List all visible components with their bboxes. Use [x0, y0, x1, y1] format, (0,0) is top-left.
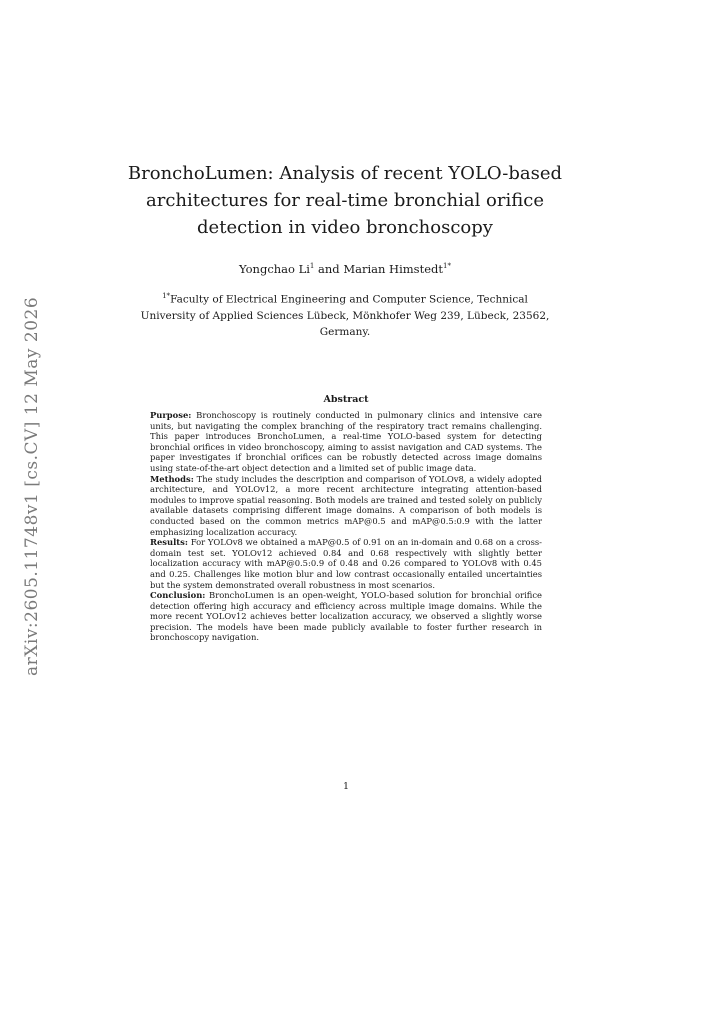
abstract-methods: [150, 474, 542, 538]
abstract-conclusion: [150, 590, 542, 643]
affiliation-text: Faculty of Electrical Engineering and Computer Science, Technical University of Applied Sciences Lübeck, Mönkhofer Weg 239, Lübeck, 23562, Germany.: [140, 293, 550, 338]
section-text: Bronchoscopy is routinely conducted in pulmonary clinics and intensive care units, but navigating the complex branching of the respiratory tract remains challenging. This paper introduces BronchoLumen, a real-time YOLO-based system for detecting bronchial orifices in video bronchoscopy, aiming to assist navigation and CAD systems. The paper investigates if bronchial orifices can be robustly detected across image domains using state-of-the-art object detection and a limited set of public image data.: [150, 410, 542, 473]
author-2: Marian Himstedt: [343, 262, 443, 276]
section-label: Results:: [150, 537, 188, 548]
abstract-results: [150, 537, 542, 590]
section-text: BronchoLumen is an open-weight, YOLO-based solution for bronchial orifice detection offering high accuracy and efficiency across multiple image domains. While the more recent YOLOv12 achieves better localization accuracy, we observed a slightly worse precision. The models have been made publicly available to foster further research in bronchoscopy navigation.: [150, 590, 542, 643]
arxiv-identifier: arXiv:2605.11748v1 [cs.CV] 12 May 2026: [22, 296, 42, 676]
page-number: 1: [342, 781, 350, 792]
author-conjunction: and: [314, 262, 344, 276]
section-label: Methods:: [150, 473, 194, 484]
paper-title: BronchoLumen: Analysis of recent YOLO-based architectures for real-time bronchial orifice detection in video bronchoscopy: [127, 163, 563, 238]
section-label: Purpose:: [150, 410, 192, 420]
abstract-body: [150, 410, 542, 643]
section-text: The study includes the description and comparison of YOLOv8, a widely adopted architecture, and YOLOv12, a more recent architecture integrating attention-based modules to improve spatial reasoning. Both models are trained and tested solely on publicly available datasets comprising different image domains. A comparison of both models is conducted based on the common metrics mAP@0.5 and mAP@0.5:0.9 with the latter emphasizing localization accuracy.: [150, 473, 542, 537]
author-1: Yongchao Li: [239, 262, 310, 276]
authors: [120, 262, 570, 276]
author-2-affil: 1*: [442, 262, 451, 271]
abstract-purpose: [150, 410, 542, 474]
section-text: For YOLOv8 we obtained a mAP@0.5 of 0.91 on an in-domain and 0.68 on a cross-domain test set. YOLOv12 achieved 0.84 and 0.68 respectively with slightly better localization accuracy with mAP@0.5:0.9 of 0.48 and 0.26 compared to YOLOv8 with 0.45 and 0.25. Challenges like motion blur and low contrast occasionally entailed uncertainties but the system demonstrated overall robustness in most scenarios.: [150, 537, 542, 590]
author-1-affil: 1: [309, 262, 315, 271]
section-label: Conclusion:: [150, 590, 206, 601]
affiliation: [140, 288, 550, 340]
abstract-heading: Abstract: [323, 394, 369, 405]
affiliation-marker: 1*: [162, 292, 171, 300]
